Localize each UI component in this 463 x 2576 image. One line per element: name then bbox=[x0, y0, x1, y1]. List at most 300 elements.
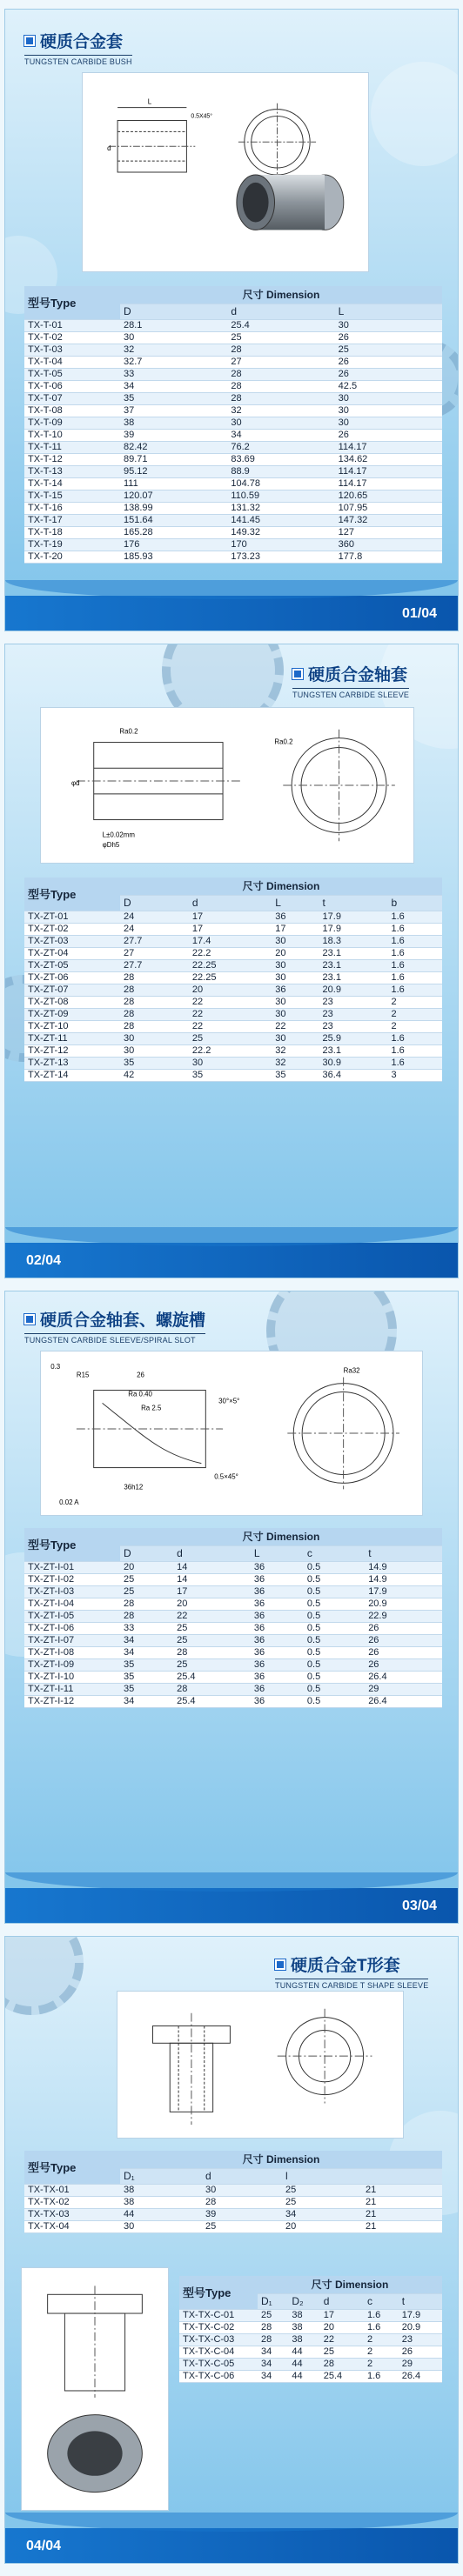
value-cell: 134.62 bbox=[335, 453, 442, 465]
value-cell: 29 bbox=[365, 1683, 442, 1695]
type-cell: TX-ZT-07 bbox=[24, 984, 120, 996]
value-cell: 26 bbox=[365, 1646, 442, 1658]
type-cell: TX-ZT-I-12 bbox=[24, 1695, 120, 1707]
value-cell: 28 bbox=[120, 1610, 173, 1622]
value-cell: 14 bbox=[173, 1561, 251, 1573]
type-cell: TX-T-14 bbox=[24, 477, 120, 490]
technical-drawing bbox=[82, 72, 369, 272]
value-cell: 38 bbox=[120, 417, 227, 429]
value-cell: 24 bbox=[120, 923, 189, 935]
value-cell: 25 bbox=[189, 1032, 272, 1044]
col-header: d bbox=[202, 2168, 282, 2184]
type-cell: TX-ZT-09 bbox=[24, 1008, 120, 1020]
value-cell: 30 bbox=[120, 1032, 189, 1044]
value-cell: 30 bbox=[335, 404, 442, 417]
value-cell: 34 bbox=[282, 2208, 362, 2220]
value-cell: 2 bbox=[387, 1008, 442, 1020]
value-cell: 36 bbox=[251, 1561, 304, 1573]
value-cell: 32 bbox=[272, 1044, 319, 1057]
value-cell: 30 bbox=[189, 1057, 272, 1069]
type-cell: TX-ZT-03 bbox=[24, 935, 120, 947]
dimension-header: 尺寸 Dimension bbox=[120, 2151, 442, 2168]
value-cell: 26 bbox=[335, 356, 442, 368]
value-cell: 34 bbox=[258, 2370, 288, 2382]
value-cell: 23 bbox=[399, 2333, 442, 2346]
type-cell: TX-ZT-I-10 bbox=[24, 1671, 120, 1683]
value-cell: 27.7 bbox=[120, 935, 189, 947]
dim-L: L bbox=[147, 97, 152, 106]
value-cell: 111 bbox=[120, 477, 227, 490]
table-row bbox=[24, 490, 442, 502]
col-header: c bbox=[364, 2293, 399, 2309]
table-row bbox=[24, 477, 442, 490]
value-cell: 0.5 bbox=[304, 1622, 365, 1634]
technical-drawing bbox=[40, 707, 414, 864]
value-cell: 36 bbox=[251, 1622, 304, 1634]
type-cell: TX-T-11 bbox=[24, 441, 120, 453]
section-title bbox=[24, 1307, 205, 1345]
table-row bbox=[24, 392, 442, 404]
value-cell: 0.5 bbox=[304, 1646, 365, 1658]
value-cell: 35 bbox=[120, 1057, 189, 1069]
value-cell: 44 bbox=[288, 2370, 319, 2382]
value-cell: 23.1 bbox=[319, 959, 388, 971]
table-row bbox=[24, 2208, 442, 2220]
value-cell: 104.78 bbox=[227, 477, 334, 490]
section-sleeve-spiral-slot bbox=[4, 1291, 459, 1924]
type-cell: TX-T-03 bbox=[24, 344, 120, 356]
type-header: 型号Type bbox=[24, 286, 120, 319]
type-cell: TX-ZT-I-09 bbox=[24, 1658, 120, 1671]
value-cell: 30 bbox=[335, 417, 442, 429]
table-row bbox=[179, 2346, 442, 2358]
table-row bbox=[24, 996, 442, 1008]
value-cell: 22 bbox=[189, 1008, 272, 1020]
value-cell: 1.6 bbox=[387, 1057, 442, 1069]
table-row bbox=[24, 1683, 442, 1695]
value-cell: 35 bbox=[120, 392, 227, 404]
value-cell: 36 bbox=[251, 1598, 304, 1610]
table-row bbox=[24, 1598, 442, 1610]
value-cell: 22.2 bbox=[189, 1044, 272, 1057]
gear-icon bbox=[4, 1936, 84, 2015]
decor-bubble bbox=[371, 62, 459, 166]
value-cell: 2 bbox=[364, 2346, 399, 2358]
value-cell: 14 bbox=[173, 1573, 251, 1585]
value-cell: 23 bbox=[319, 1008, 388, 1020]
dim-phid: φd bbox=[71, 779, 80, 787]
col-header bbox=[362, 2168, 442, 2184]
table-row bbox=[179, 2321, 442, 2333]
table-row bbox=[24, 417, 442, 429]
footer-bar bbox=[5, 1888, 458, 1923]
col-header: L bbox=[335, 304, 442, 319]
value-cell: 22 bbox=[173, 1610, 251, 1622]
table-row bbox=[24, 2220, 442, 2232]
type-cell: TX-T-13 bbox=[24, 465, 120, 477]
value-cell: 33 bbox=[120, 368, 227, 380]
value-cell: 95.12 bbox=[120, 465, 227, 477]
value-cell: 28 bbox=[120, 996, 189, 1008]
type-cell: TX-ZT-I-04 bbox=[24, 1598, 120, 1610]
footer-bar bbox=[5, 1243, 458, 1278]
value-cell: 25 bbox=[227, 331, 334, 344]
value-cell: 1.6 bbox=[387, 1032, 442, 1044]
table-row bbox=[24, 2184, 442, 2196]
value-cell: 17 bbox=[189, 923, 272, 935]
value-cell: 176 bbox=[120, 538, 227, 551]
value-cell: 23.1 bbox=[319, 947, 388, 959]
type-cell: TX-T-17 bbox=[24, 514, 120, 526]
type-cell: TX-T-12 bbox=[24, 453, 120, 465]
dim-c: 26 bbox=[137, 1371, 144, 1379]
value-cell: 27 bbox=[227, 356, 334, 368]
value-cell: 30 bbox=[120, 2220, 202, 2232]
table-row bbox=[24, 959, 442, 971]
type-cell: TX-ZT-05 bbox=[24, 959, 120, 971]
value-cell: 1.6 bbox=[387, 935, 442, 947]
type-header: 型号Type bbox=[24, 2151, 120, 2184]
title-en: TUNGSTEN CARBIDE SLEEVE/SPIRAL SLOT bbox=[24, 1333, 205, 1345]
value-cell: 28 bbox=[227, 380, 334, 392]
value-cell: 2 bbox=[364, 2358, 399, 2370]
value-cell: 38 bbox=[288, 2333, 319, 2346]
value-cell: 30 bbox=[272, 971, 319, 984]
section-tungsten-carbide-bush bbox=[4, 9, 459, 631]
value-cell: 1.6 bbox=[387, 984, 442, 996]
title-cn: 硬质合金T形套 bbox=[291, 1957, 400, 1975]
type-cell: TX-T-15 bbox=[24, 490, 120, 502]
value-cell: 36 bbox=[272, 984, 319, 996]
table-row bbox=[24, 2196, 442, 2208]
value-cell: 120.65 bbox=[335, 490, 442, 502]
value-cell: 0.5 bbox=[304, 1658, 365, 1671]
table-row bbox=[24, 1622, 442, 1634]
dim-phi: φDh5 bbox=[102, 841, 120, 850]
value-cell: 26 bbox=[335, 368, 442, 380]
value-cell: 151.64 bbox=[120, 514, 227, 526]
value-cell: 22 bbox=[320, 2333, 364, 2346]
value-cell: 30 bbox=[120, 1044, 189, 1057]
value-cell: 26 bbox=[335, 429, 442, 441]
value-cell: 21 bbox=[362, 2208, 442, 2220]
value-cell: 28 bbox=[173, 1683, 251, 1695]
value-cell: 20.9 bbox=[399, 2321, 442, 2333]
value-cell: 32.7 bbox=[120, 356, 227, 368]
value-cell: 42 bbox=[120, 1069, 189, 1081]
table-row bbox=[24, 356, 442, 368]
value-cell: 17.9 bbox=[399, 2309, 442, 2321]
value-cell: 28 bbox=[120, 971, 189, 984]
table-row bbox=[24, 368, 442, 380]
value-cell: 25 bbox=[282, 2184, 362, 2196]
value-cell: 22 bbox=[189, 1020, 272, 1032]
value-cell: 25 bbox=[335, 344, 442, 356]
value-cell: 22.2 bbox=[189, 947, 272, 959]
technical-drawing-2 bbox=[21, 2267, 169, 2511]
col-header: d bbox=[320, 2293, 364, 2309]
dim-d: Ra 0.40 bbox=[128, 1390, 152, 1398]
type-cell: TX-ZT-01 bbox=[24, 911, 120, 923]
section-title bbox=[275, 1952, 428, 1990]
value-cell: 22 bbox=[272, 1020, 319, 1032]
value-cell: 25.9 bbox=[319, 1032, 388, 1044]
value-cell: 38 bbox=[120, 2184, 202, 2196]
value-cell: 38 bbox=[288, 2321, 319, 2333]
col-header: t bbox=[399, 2293, 442, 2309]
value-cell: 27 bbox=[120, 947, 189, 959]
value-cell: 28 bbox=[227, 368, 334, 380]
col-header: L bbox=[272, 895, 319, 911]
value-cell: 35 bbox=[272, 1069, 319, 1081]
dim-j: 0.02 A bbox=[59, 1498, 79, 1507]
value-cell: 149.32 bbox=[227, 526, 334, 538]
value-cell: 20 bbox=[189, 984, 272, 996]
title-square-icon bbox=[24, 1314, 35, 1325]
value-cell: 17 bbox=[320, 2309, 364, 2321]
dim-e: Ra 2.5 bbox=[141, 1404, 162, 1412]
value-cell: 25.4 bbox=[227, 319, 334, 331]
section-title bbox=[292, 662, 409, 699]
type-cell: TX-ZT-12 bbox=[24, 1044, 120, 1057]
value-cell: 34 bbox=[258, 2346, 288, 2358]
value-cell: 20 bbox=[272, 947, 319, 959]
table-row bbox=[179, 2333, 442, 2346]
footer-bar bbox=[5, 596, 458, 631]
value-cell: 17.9 bbox=[319, 923, 388, 935]
type-cell: TX-ZT-08 bbox=[24, 996, 120, 1008]
value-cell: 1.6 bbox=[387, 971, 442, 984]
value-cell: 36 bbox=[251, 1585, 304, 1598]
value-cell: 18.3 bbox=[319, 935, 388, 947]
value-cell: 30 bbox=[120, 331, 227, 344]
type-cell: TX-TX-C-02 bbox=[179, 2321, 258, 2333]
dim-f: 30°×5° bbox=[218, 1397, 240, 1405]
type-cell: TX-ZT-I-01 bbox=[24, 1561, 120, 1573]
value-cell: 36 bbox=[272, 911, 319, 923]
value-cell: 28 bbox=[120, 1598, 173, 1610]
value-cell: 110.59 bbox=[227, 490, 334, 502]
type-cell: TX-ZT-I-06 bbox=[24, 1622, 120, 1634]
spec-table-1 bbox=[24, 2151, 442, 2233]
value-cell: 26.4 bbox=[399, 2370, 442, 2382]
table-row bbox=[24, 319, 442, 331]
value-cell: 0.5 bbox=[304, 1585, 365, 1598]
table-row bbox=[24, 1020, 442, 1032]
spec-table-2 bbox=[179, 2276, 442, 2383]
col-header: L bbox=[251, 1545, 304, 1561]
value-cell: 185.93 bbox=[120, 551, 227, 563]
value-cell: 26 bbox=[365, 1658, 442, 1671]
table-row bbox=[24, 380, 442, 392]
table-row bbox=[24, 1573, 442, 1585]
title-cn: 硬质合金轴套、螺旋槽 bbox=[40, 1311, 206, 1330]
value-cell: 28 bbox=[258, 2321, 288, 2333]
title-square-icon bbox=[275, 1959, 285, 1970]
value-cell: 20.9 bbox=[319, 984, 388, 996]
value-cell: 23 bbox=[319, 996, 388, 1008]
value-cell: 28 bbox=[258, 2333, 288, 2346]
value-cell: 114.17 bbox=[335, 477, 442, 490]
col-header: b bbox=[387, 895, 442, 911]
table-row bbox=[24, 441, 442, 453]
value-cell: 28 bbox=[120, 1008, 189, 1020]
table-row bbox=[24, 429, 442, 441]
type-cell: TX-ZT-I-11 bbox=[24, 1683, 120, 1695]
title-en: TUNGSTEN CARBIDE T SHAPE SLEEVE bbox=[275, 1979, 428, 1990]
value-cell: 28 bbox=[320, 2358, 364, 2370]
value-cell: 36 bbox=[251, 1634, 304, 1646]
value-cell: 30 bbox=[272, 1008, 319, 1020]
type-cell: TX-ZT-I-07 bbox=[24, 1634, 120, 1646]
table-row bbox=[24, 538, 442, 551]
value-cell: 0.5 bbox=[304, 1573, 365, 1585]
spec-table bbox=[24, 878, 442, 1082]
value-cell: 114.17 bbox=[335, 441, 442, 453]
value-cell: 34 bbox=[258, 2358, 288, 2370]
type-cell: TX-TX-02 bbox=[24, 2196, 120, 2208]
table-row bbox=[24, 514, 442, 526]
value-cell: 0.5 bbox=[304, 1598, 365, 1610]
col-header: D₂ bbox=[288, 2293, 319, 2309]
value-cell: 44 bbox=[288, 2346, 319, 2358]
value-cell: 36 bbox=[251, 1658, 304, 1671]
value-cell: 20 bbox=[120, 1561, 173, 1573]
value-cell: 17.9 bbox=[319, 911, 388, 923]
value-cell: 82.42 bbox=[120, 441, 227, 453]
value-cell: 127 bbox=[335, 526, 442, 538]
dim-g: 0.5×45° bbox=[214, 1472, 238, 1481]
dimension-header: 尺寸 Dimension bbox=[120, 286, 442, 304]
value-cell: 36 bbox=[251, 1646, 304, 1658]
table-row bbox=[24, 1057, 442, 1069]
page-number: 02/04 bbox=[26, 1253, 62, 1268]
value-cell: 25.4 bbox=[173, 1695, 251, 1707]
value-cell: 1.6 bbox=[387, 911, 442, 923]
col-header: D bbox=[120, 304, 227, 319]
value-cell: 20 bbox=[173, 1598, 251, 1610]
value-cell: 25 bbox=[320, 2346, 364, 2358]
title-en: TUNGSTEN CARBIDE SLEEVE bbox=[292, 688, 409, 699]
value-cell: 35 bbox=[120, 1671, 173, 1683]
type-cell: TX-ZT-I-08 bbox=[24, 1646, 120, 1658]
type-cell: TX-T-18 bbox=[24, 526, 120, 538]
value-cell: 22.9 bbox=[365, 1610, 442, 1622]
table-row bbox=[24, 1646, 442, 1658]
value-cell: 44 bbox=[288, 2358, 319, 2370]
value-cell: 30 bbox=[227, 417, 334, 429]
page-number: 01/04 bbox=[401, 606, 437, 621]
table-row bbox=[179, 2370, 442, 2382]
value-cell: 131.32 bbox=[227, 502, 334, 514]
value-cell: 17 bbox=[173, 1585, 251, 1598]
type-cell: TX-T-20 bbox=[24, 551, 120, 563]
type-cell: TX-TX-C-04 bbox=[179, 2346, 258, 2358]
table-row bbox=[24, 1695, 442, 1707]
col-header: D₁ bbox=[258, 2293, 288, 2309]
title-cn: 硬质合金轴套 bbox=[308, 666, 408, 684]
table-row bbox=[24, 1032, 442, 1044]
value-cell: 17 bbox=[272, 923, 319, 935]
value-cell: 26.4 bbox=[365, 1695, 442, 1707]
dim-ra1: Ra0.2 bbox=[119, 727, 138, 736]
value-cell: 36 bbox=[251, 1573, 304, 1585]
table-row bbox=[24, 1585, 442, 1598]
value-cell: 30 bbox=[335, 392, 442, 404]
value-cell: 0.5 bbox=[304, 1671, 365, 1683]
value-cell: 39 bbox=[120, 429, 227, 441]
value-cell: 30 bbox=[272, 1032, 319, 1044]
value-cell: 170 bbox=[227, 538, 334, 551]
col-header: D bbox=[120, 895, 189, 911]
technical-drawing bbox=[117, 1991, 404, 2139]
value-cell: 30 bbox=[202, 2184, 282, 2196]
type-cell: TX-T-01 bbox=[24, 319, 120, 331]
table-row bbox=[24, 947, 442, 959]
value-cell: 37 bbox=[120, 404, 227, 417]
value-cell: 20 bbox=[320, 2321, 364, 2333]
value-cell: 22.25 bbox=[189, 971, 272, 984]
table-row bbox=[24, 453, 442, 465]
dimension-header: 尺寸 Dimension bbox=[120, 1528, 442, 1545]
type-cell: TX-ZT-11 bbox=[24, 1032, 120, 1044]
value-cell: 36 bbox=[251, 1683, 304, 1695]
type-cell: TX-ZT-14 bbox=[24, 1069, 120, 1081]
value-cell: 34 bbox=[227, 429, 334, 441]
value-cell: 138.99 bbox=[120, 502, 227, 514]
value-cell: 107.95 bbox=[335, 502, 442, 514]
value-cell: 26.4 bbox=[365, 1671, 442, 1683]
value-cell: 29 bbox=[399, 2358, 442, 2370]
value-cell: 26 bbox=[365, 1634, 442, 1646]
value-cell: 32 bbox=[120, 344, 227, 356]
type-cell: TX-TX-01 bbox=[24, 2184, 120, 2196]
value-cell: 26 bbox=[365, 1622, 442, 1634]
technical-drawing bbox=[40, 1351, 423, 1516]
value-cell: 1.6 bbox=[387, 923, 442, 935]
value-cell: 24 bbox=[120, 911, 189, 923]
type-cell: TX-T-19 bbox=[24, 538, 120, 551]
value-cell: 2 bbox=[364, 2333, 399, 2346]
value-cell: 114.17 bbox=[335, 465, 442, 477]
value-cell: 25 bbox=[173, 1622, 251, 1634]
value-cell: 20 bbox=[282, 2220, 362, 2232]
value-cell: 25 bbox=[258, 2309, 288, 2321]
value-cell: 1.6 bbox=[387, 1044, 442, 1057]
col-header: D bbox=[120, 1545, 173, 1561]
type-cell: TX-ZT-I-05 bbox=[24, 1610, 120, 1622]
value-cell: 36 bbox=[251, 1695, 304, 1707]
type-cell: TX-ZT-04 bbox=[24, 947, 120, 959]
table-row bbox=[179, 2309, 442, 2321]
value-cell: 25 bbox=[173, 1634, 251, 1646]
table-row bbox=[24, 984, 442, 996]
value-cell: 35 bbox=[120, 1658, 173, 1671]
type-cell: TX-T-06 bbox=[24, 380, 120, 392]
value-cell: 17.4 bbox=[189, 935, 272, 947]
value-cell: 14.9 bbox=[365, 1573, 442, 1585]
value-cell: 36.4 bbox=[319, 1069, 388, 1081]
title-en: TUNGSTEN CARBIDE BUSH bbox=[24, 55, 132, 66]
col-header: t bbox=[319, 895, 388, 911]
value-cell: 2 bbox=[387, 1020, 442, 1032]
table-row bbox=[24, 1658, 442, 1671]
value-cell: 17 bbox=[189, 911, 272, 923]
value-cell: 26 bbox=[399, 2346, 442, 2358]
table-row bbox=[179, 2358, 442, 2370]
type-cell: TX-ZT-13 bbox=[24, 1057, 120, 1069]
dim-d: d bbox=[107, 144, 111, 153]
